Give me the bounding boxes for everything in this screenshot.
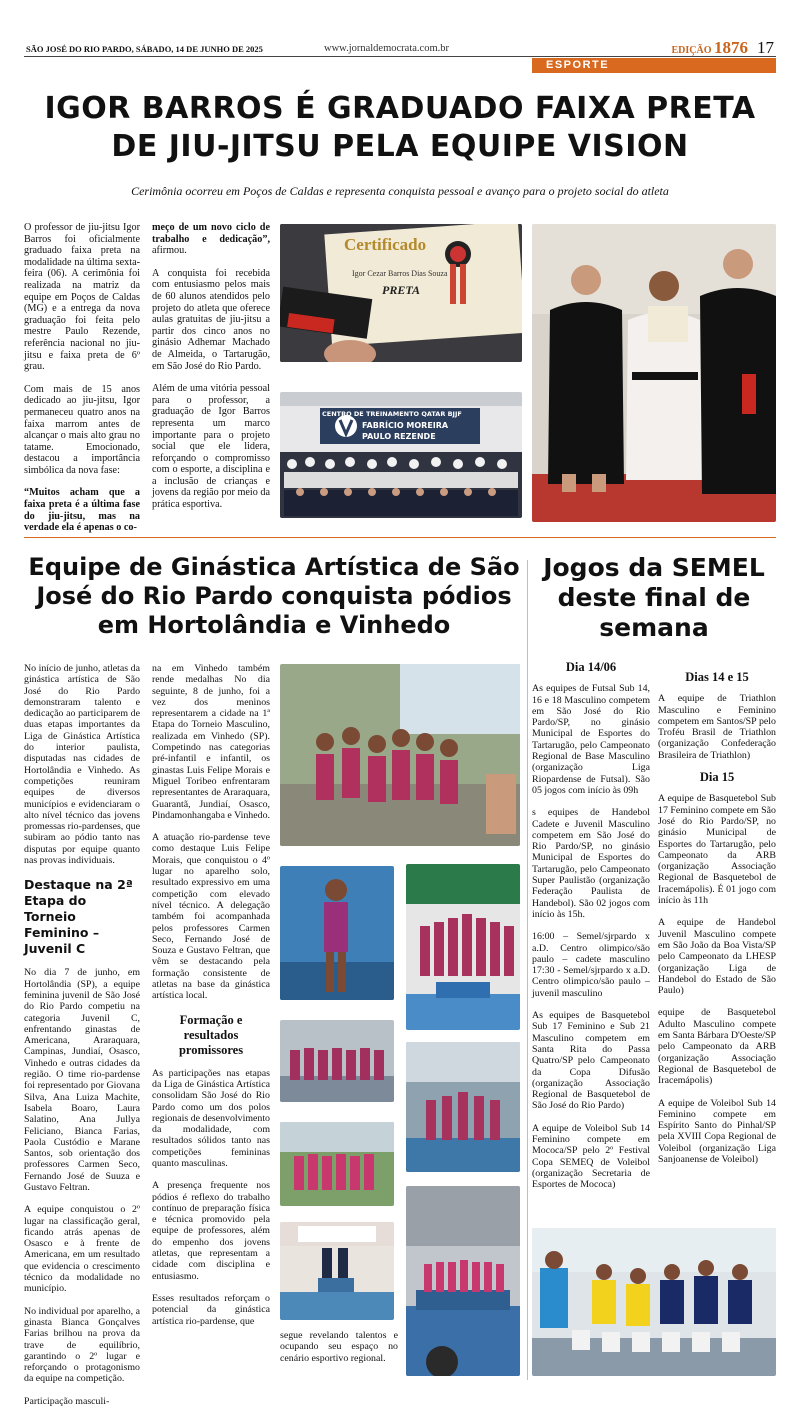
article1-column2 [152,222,270,522]
photo-group-training-center [280,392,522,518]
edition-number: 1876 [714,38,748,57]
article2-column1 [24,663,140,1418]
paragraph: s equipes de Handebol Cadete e Juvenil Masculino competem em São José do Rio Pardo/SP, no ginásio Municipal de Esportes do Tartarugão, pelo Campeonato Super Paulistão (organização Federação Paulista de Handebol). São 02 jogos com início às 15h. [532,807,650,920]
headline-semel: Jogos da SEMEL deste final de semana [543,553,765,642]
photo-gymnast-individual [280,866,394,1000]
paragraph: A equipe de Voleibol Sub 14 Feminino compete em Mococa/SP pelo 2º Festival Copa SEMEQ de Voleibol (organização Secretaria de Esportes de Mococa) [532,1122,650,1191]
paragraph: A conquista foi recebida com entusiasmo pelos mais de 60 alunos atendidos pelo projeto do atleta que oferece aulas gratuitas de jiu-jitsu a partir dos cinco anos no ginásio Adhemar Machado de Almeida, o Tartarugão, em São José do Rio Pardo. [152,267,270,372]
quote-continuation: meço de um novo ciclo de trabalho e dedicação”, afirmou. [152,222,270,257]
certificate-name: Igor Cezar Barros Dias Souza [352,269,448,278]
site-url[interactable]: www.jornaldemocrata.com.br [324,43,449,54]
paragraph: 16:00 – Semel/sjrpardo x a.D. Centro olimpico/são paulo – cadete masculino 17:30 - Semel/sjrpardo x a.D. Centro olimpico/são paulo – juvenil masculino [532,931,650,999]
paragraph: As equipes de Futsal Sub 14, 16 e 18 Masculino competem em São José do Rio Pardo/SP, no ginásio Municipal de Esportes do Tartarugão, pelo Campeonato Regional de Base Masculino (organização Liga Riopardense de Futsal). São 05 jogos com início às 09h [532,683,650,796]
subheading: Formação e resultados promissores [178,1012,244,1057]
day-heading: Dias 14 e 15 [685,670,749,684]
paragraph: A equipe de Triathlon Masculino e Feminino competem em Santos/SP pelo Troféu Brasil de Triathlon (organização Confederação Brasileira de Triathlon) [658,693,776,761]
edition: EDIÇÃO 1876 [671,38,748,57]
paragraph: No dia 7 de junho, em Hortolândia (SP), a equipe feminina juvenil de São José do Rio Pardo competiu na categoria Juvenil C, enfrentando ginastas de Americana, Araraquara, Campinas, Jundiaí, Osasco, Vinhedo e outras cidades da região. O time rio-pardense foi representado por Giovana Silva, Ana Luiza Machite, Isabela Boaro, Laura Salatino, Ana Jullya Feliciano, Bianca Farias, Paola Custódio e Marane Santos, sob orientação dos professores Carmen Seco, Fernando José de Suuza e Gustavo Feltran. [24,967,140,1193]
semel-column1 [532,662,650,1201]
header-rule [24,56,776,57]
paragraph: O professor de jiu-jitsu Igor Barros foi oficialmente graduado faixa preta na modalidade na última sexta-feira (06). A cerimônia foi realizada na matriz da equipe em Poços de Caldas (MG) e a entrega da nova graduação foi feita pelo mestre Paulo Rezende, referência nacional no jiu-jitsu e faixa preta de 6º grau. [24,222,140,373]
column-divider [527,560,528,1380]
photo-gymnasts-medals [280,664,520,846]
subheadline-jiu-jitsu: Cerimônia ocorreu em Poços de Caldas e representa conquista pessoal e avanço para o projeto social do atleta [131,184,669,198]
paragraph: Participação masculi- [24,1395,110,1407]
paragraph: Esses resultados reforçam o potencial da ginástica artística rio-pardense, que [152,1292,270,1327]
date-line: SÃO JOSÉ DO RIO PARDO, SÁBADO, 14 DE JUNHO DE 2025 [26,44,263,54]
semel-column2 [658,672,776,1176]
photo-awards-ceremony [406,1186,520,1376]
photo-graduation-ceremony [532,224,776,522]
photo-boys-podium [280,1222,394,1320]
paragraph: No individual por aparelho, a ginasta Bianca Gonçalves Farias brilhou na prova da trave de equilíbrio, garantindo o 2º lugar e reforçando o protagonismo da equipe na competição. [24,1305,140,1385]
section-banner: ESPORTE [532,58,776,73]
day-heading: Dia 14/06 [565,660,617,674]
article1-column1 [24,222,140,545]
certificate-title: Certificado [344,235,427,254]
headline-ginastica: Equipe de Ginástica Artística de São José do Rio Pardo conquista pódios em Hortolândia e Vinhedo [28,553,520,639]
banner-name1: FABRÍCIO MOREIRA [362,421,449,430]
paragraph: equipe de Basquetebol Adulto Masculino compete em Santa Bárbara D'Oeste/SP pelo Campeonato da ARB (organização Associação Regional de Basquetebol de Iracemápolis) [658,1007,776,1087]
paragraph: A equipe de Handebol Juvenil Masculino compete em São João da Boa Vista/SP pelo Campeonato da LHESP (organização Liga de Handebol do Estado de São Paulo) [658,917,776,997]
paragraph: A equipe de Voleibol Sub 14 Feminino compete em Espírito Santo do Pinhal/SP pela XVIII Copa Regional de Voleibol (organização Liga Sanjoanense de Voleibol) [658,1097,776,1165]
paragraph: A atuação rio-pardense teve como destaque Luis Felipe Morais, que conquistou o 4º lugar no aparelho solo, resultado expressivo em uma competição com elevado nível técnico. A delegação também foi acompanhada pelos professores Carmen Seco, Fernando José de Souza e Gustavo Feltran, que vêm se destacando pela formação consistente de atletas na base da ginástica artística local. [152,832,270,1002]
photo-volleyball-team [532,1228,776,1376]
paragraph: Com mais de 15 anos dedicado ao jiu-jitsu, Igor permaneceu quatro anos na faixa marrom antes de alcançar o mais alto grau no tatame. Emocionado, destacou a importância simbólica da nova fase: [24,383,140,476]
banner-title: CENTRO DE TREINAMENTO QATAR BJJF [322,410,462,418]
headline-jiu-jitsu: IGOR BARROS É GRADUADO FAIXA PRETA DE JIU-JITSU PELA EQUIPE VISION [44,91,756,164]
certificate-grade: PRETA [382,283,421,297]
paragraph: A equipe de Basquetebol Sub 17 Feminino compete em São José do Rio Pardo/SP, no ginásio Municipal de Esportes do Tartarugão, pelo Campeonato da ARB (organização Associação Regional de Basquetebol de Iracemápolis). É 01 jogo com início às 11h [658,793,776,907]
article2-column3-tail [280,1330,398,1375]
paragraph: na em Vinhedo também rende medalhas No dia seguinte, 8 de junho, foi a vez dos meninos representarem a cidade na 1ª Etapa do Torneio Masculino, realizada em Vinhedo (SP). Competindo nas categorias pré-infantil e infantil, os ginastas Luis Felipe Morais e Miguel Toribeo enfrentaram representantes de Araraquara, Guarantã, Jundiaí, Osasco, Pindamonhangaba e Vinhedo. [152,663,270,821]
photo-podium-team [406,864,520,1030]
paragraph: segue revelando talentos e ocupando seu espaço no cenário esportivo regional. [280,1330,398,1364]
paragraph: Além de uma vitória pessoal para o professor, a graduação de Igor Barros representa um marco importante para o projeto social que ele lidera, reforçando o compromisso com o esporte, a disciplina e a inclusão de crianças e jovens da região por meio da prática esportiva. [152,383,270,511]
paragraph: As participações nas etapas da Liga de Ginástica Artística consolidam São José do Rio Pardo como um dos polos regionais de desenvolvimento da modalidade, com resultados sólidos tanto nas competições femininas quanto masculinas. [152,1067,270,1169]
banner-name2: PAULO REZENDE [362,432,436,441]
page-number: 17 [757,38,774,57]
paragraph: A equipe conquistou o 2º lugar na classificação geral, ficando atrás apenas de Osasco e à frente de Americana, em um resultado que evidencia o crescimento técnico da modalidade no município. [24,1204,140,1295]
subheading: Destaque na 2ª Etapa do Torneio Feminino – Juvenil C [24,877,133,957]
quote: “Muitos acham que a faixa preta é a última fase do jiu-jitsu, mas na verdade ela é apenas o co- [24,487,140,534]
paragraph: A presença frequente nos pódios é reflexo do trabalho contínuo de preparação física e técnica promovido pela equipe de professores, além do empenho dos jovens atletas, que representam a cidade com disciplina e entusiasmo. [152,1180,270,1282]
paragraph: No início de junho, atletas da ginástica artística de São José do Rio Pardo demonstraram talento e dedicação ao participarem de duas etapas importantes da Liga de Ginástica Artística do interior paulista, disputadas nas cidades de Hortolândia e Vinhedo. As competições reuniram equipes de diversos municípios e evidenciaram o alto nível técnico das jovens promessas rio-pardenses, que subiram ao pódio tanto nas disputas por equipe quanto nas provas individuais. [24,663,140,867]
photo-team-lineup [280,1020,394,1102]
photo-podium-gym [406,1042,520,1172]
photo-certificate [280,224,522,362]
paragraph: As equipes de Basquetebol Sub 17 Feminino e Sub 21 Masculino competem em Santa Rita do Passa Quatro/SP pelo Campeonato da Copa Difusão (organização Associação Regional de Basquetebol de São José do Rio Pardo) [532,1010,650,1112]
day-heading: Dia 15 [699,770,735,785]
section-divider [24,537,776,538]
article2-column2 [152,663,270,1338]
photo-team-outdoor [280,1122,394,1206]
